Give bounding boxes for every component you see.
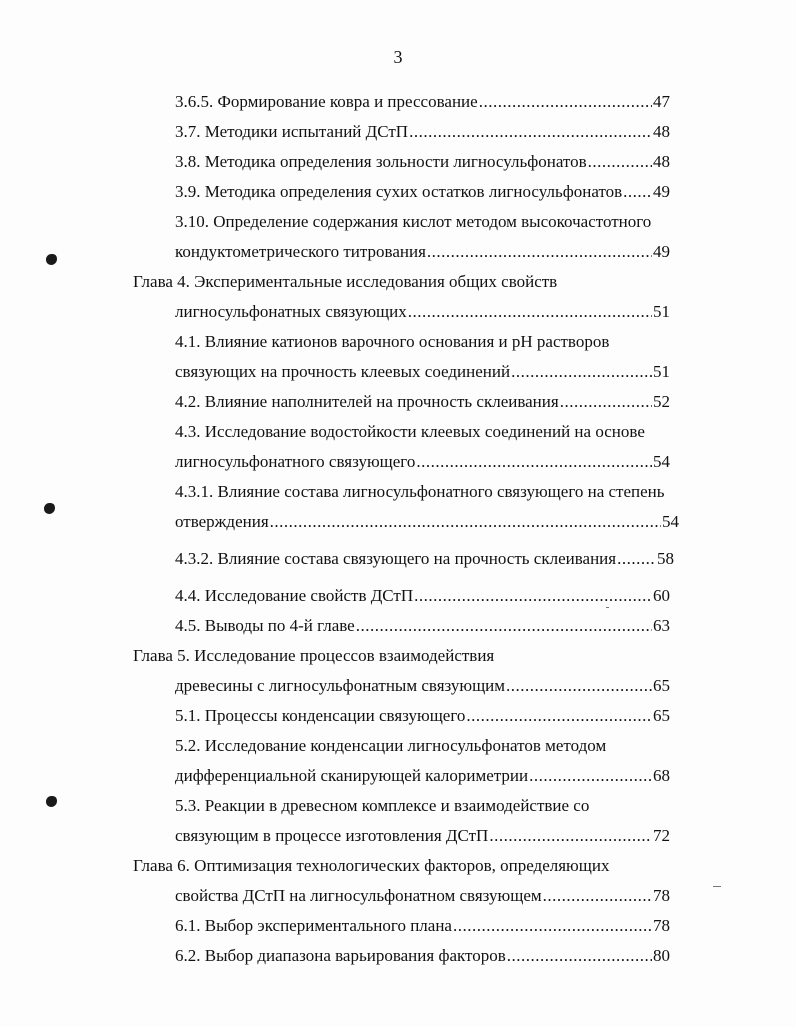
toc-entry-page: 65	[653, 676, 670, 695]
toc-entry-title: 3.6.5. Формирование ковра и прессование	[175, 92, 478, 111]
toc-entry-page: 58	[657, 549, 674, 568]
toc-entry	[175, 826, 670, 846]
toc-entry-title: лигносульфонатного связующего	[175, 452, 416, 471]
toc-entry-title: 4.3.2. Влияние состава связующего на прочность склеивания	[175, 549, 617, 568]
toc-entry-title: кондуктометрического титрования	[175, 242, 426, 261]
toc-leader-dots	[270, 512, 661, 532]
toc-entry-title: 6.1. Выбор экспериментального плана	[175, 916, 452, 935]
toc-entry-page: 54	[662, 512, 679, 531]
toc-entry-title: древесины с лигносульфонатным связующим	[175, 676, 506, 695]
toc-leader-dots	[511, 362, 652, 382]
toc-entry	[175, 482, 665, 502]
toc-leader-dots	[416, 452, 652, 472]
toc-entry	[175, 152, 670, 172]
toc-entry-page: 47	[653, 92, 670, 111]
toc-leader-dots	[408, 302, 652, 322]
toc-entry-page: 80	[653, 946, 670, 965]
toc-entry-page: 49	[653, 242, 670, 261]
scan-speck	[713, 886, 721, 887]
toc-leader-dots	[414, 586, 652, 606]
toc-entry	[175, 302, 670, 322]
toc-entry-page: 78	[653, 886, 670, 905]
toc-entry	[175, 586, 670, 606]
toc-entry-page: 68	[653, 766, 670, 785]
page-number: 3	[393, 47, 403, 67]
toc-leader-dots	[560, 392, 652, 412]
toc-entry-page: 49	[653, 182, 670, 201]
toc-entry-page: 63	[653, 616, 670, 635]
toc-entry	[175, 549, 674, 569]
toc-entry-title: 4.5. Выводы по 4-й главе	[175, 616, 355, 635]
toc-entry	[175, 616, 670, 636]
toc-entry	[175, 242, 670, 262]
toc-entry-page: 54	[653, 452, 670, 471]
toc-entry	[175, 916, 670, 936]
toc-leader-dots	[617, 549, 656, 569]
toc-chapter-title: Глава 6. Оптимизация технологических факторов, определяющих	[133, 856, 610, 875]
toc-leader-dots	[529, 766, 652, 786]
toc-entry	[175, 392, 670, 412]
toc-entry	[175, 212, 651, 232]
toc-entry	[175, 122, 670, 142]
toc-entry-page: 72	[653, 826, 670, 845]
toc-chapter	[133, 272, 557, 292]
toc-entry	[175, 182, 670, 202]
toc-chapter	[133, 856, 609, 876]
toc-entry-page: 48	[653, 152, 670, 171]
toc-entry-title: 5.2. Исследование конденсации лигносульфонатов методом	[175, 736, 607, 755]
toc-leader-dots	[453, 916, 652, 936]
toc-entry	[175, 886, 670, 906]
toc-entry	[175, 332, 609, 352]
toc-leader-dots	[409, 122, 652, 142]
toc-entry-title: лигносульфонатных связующих	[175, 302, 407, 321]
toc-entry-page: 78	[653, 916, 670, 935]
toc-leader-dots	[479, 92, 652, 112]
toc-entry	[175, 736, 606, 756]
toc-entry	[175, 676, 670, 696]
toc-entry-title: 3.9. Методика определения сухих остатков лигносульфонатов	[175, 182, 623, 201]
toc-leader-dots	[489, 826, 652, 846]
toc-entry	[175, 512, 679, 532]
toc-entry-page: 65	[653, 706, 670, 725]
toc-entry-title: свойства ДСтП на лигносульфонатном связующем	[175, 886, 542, 905]
toc-entry-page: 48	[653, 122, 670, 141]
toc-entry-page: 60	[653, 586, 670, 605]
toc-entry-page: 51	[653, 302, 670, 321]
toc-entry-title: 5.1. Процессы конденсации связующего	[175, 706, 466, 725]
toc-entry-page: 52	[653, 392, 670, 411]
toc-entry-page: 51	[653, 362, 670, 381]
toc-entry	[175, 452, 670, 472]
toc-entry	[175, 92, 670, 112]
toc-entry-title: 3.7. Методики испытаний ДСтП	[175, 122, 409, 141]
toc-entry-title: 4.4. Исследование свойств ДСтП	[175, 586, 414, 605]
toc-entry	[175, 766, 670, 786]
toc-entry-title: 5.3. Реакции в древесном комплексе и взаимодействие со	[175, 796, 590, 815]
toc-entry-title: 4.1. Влияние катионов варочного основания и рН растворов	[175, 332, 610, 351]
toc-entry-title: связующим в процессе изготовления ДСтП	[175, 826, 489, 845]
toc-leader-dots	[466, 706, 652, 726]
toc-entry-title: 3.8. Методика определения зольности лигносульфонатов	[175, 152, 587, 171]
toc-chapter-title: Глава 5. Исследование процессов взаимодействия	[133, 646, 495, 665]
toc-entry-title: 4.3.1. Влияние состава лигносульфонатного связующего на степень	[175, 482, 665, 501]
toc-leader-dots	[507, 946, 652, 966]
toc-chapter-title: Глава 4. Экспериментальные исследования общих свойств	[133, 272, 558, 291]
toc-leader-dots	[588, 152, 652, 172]
toc-entry-title: 6.2. Выбор диапазона варьирования факторов	[175, 946, 506, 965]
toc-entry-title: связующих на прочность клеевых соединений	[175, 362, 511, 381]
toc-entry-title: 4.3. Исследование водостойкости клеевых соединений на основе	[175, 422, 645, 441]
toc-entry-title: 4.2. Влияние наполнителей на прочность склеивания	[175, 392, 559, 411]
toc-entry-title: отверждения	[175, 512, 269, 531]
toc-entry	[175, 946, 670, 966]
toc-leader-dots	[506, 676, 652, 696]
toc-entry	[175, 706, 670, 726]
toc-leader-dots	[623, 182, 652, 202]
toc-entry-title: дифференциальной сканирующей калориметрии	[175, 766, 529, 785]
toc-chapter	[133, 646, 494, 666]
toc-entry	[175, 796, 589, 816]
scan-speck	[606, 607, 609, 608]
toc-entry	[175, 422, 645, 442]
toc-leader-dots	[427, 242, 652, 262]
toc-leader-dots	[356, 616, 652, 636]
toc-entry	[175, 362, 670, 382]
toc-leader-dots	[543, 886, 652, 906]
toc-entry-title: 3.10. Определение содержания кислот методом высокочастотного	[175, 212, 652, 231]
